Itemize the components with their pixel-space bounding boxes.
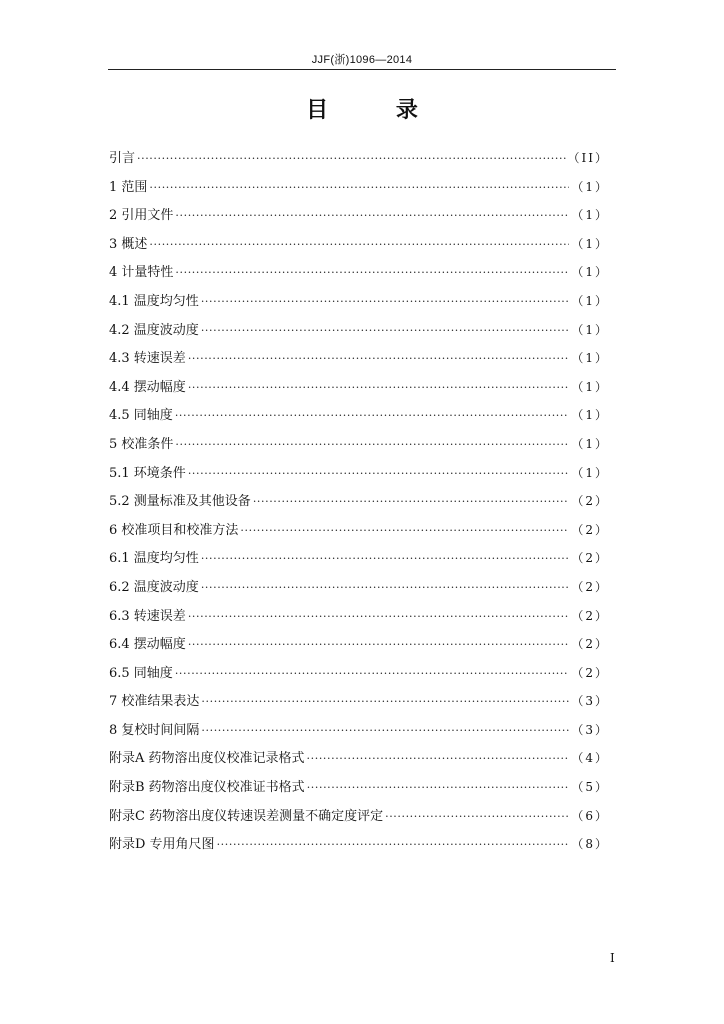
toc-entry-title: 4.4 摆动幅度 bbox=[109, 379, 186, 395]
toc-leader-dots bbox=[188, 378, 570, 398]
toc-entry-title: 附录A 药物溶出度仪校准记录格式 bbox=[109, 751, 305, 767]
toc-entry-page: （8） bbox=[571, 837, 609, 852]
toc-entry[interactable] bbox=[109, 634, 609, 663]
toc-entry[interactable] bbox=[109, 320, 609, 349]
page-title: 目 录 bbox=[306, 98, 448, 123]
toc-entry-page: （2） bbox=[571, 608, 609, 623]
toc-leader-dots bbox=[149, 178, 569, 198]
toc-entry-page: （2） bbox=[571, 522, 609, 537]
toc-entry-title: 3 概述 bbox=[109, 236, 148, 252]
toc-entry[interactable] bbox=[109, 520, 609, 549]
toc-leader-dots bbox=[201, 321, 570, 341]
toc-entry[interactable] bbox=[109, 606, 609, 635]
toc-entry-title: 6.1 温度均匀性 bbox=[109, 551, 199, 567]
toc-entry[interactable] bbox=[109, 234, 609, 263]
toc-leader-dots bbox=[240, 521, 569, 541]
toc-entry-title: 5 校准条件 bbox=[109, 436, 174, 452]
toc-entry[interactable] bbox=[109, 405, 609, 434]
toc-leader-dots bbox=[137, 149, 566, 169]
toc-leader-dots bbox=[175, 206, 569, 226]
toc-leader-dots bbox=[385, 807, 569, 827]
toc-leader-dots bbox=[201, 578, 570, 598]
toc-leader-dots bbox=[188, 607, 570, 627]
toc-entry[interactable] bbox=[109, 720, 609, 749]
toc-leader-dots bbox=[201, 692, 569, 712]
toc-entry-page: （2） bbox=[571, 579, 609, 594]
toc-entry-title: 4 计量特性 bbox=[109, 265, 174, 281]
toc-leader-dots bbox=[307, 778, 570, 798]
toc-entry-page: （1） bbox=[571, 436, 609, 451]
toc-entry[interactable] bbox=[109, 834, 609, 863]
toc-leader-dots bbox=[217, 835, 570, 855]
toc-entry[interactable] bbox=[109, 548, 609, 577]
toc-entry-title: 5.2 测量标准及其他设备 bbox=[109, 494, 251, 510]
toc-entry-page: （1） bbox=[571, 379, 609, 394]
toc-entry[interactable] bbox=[109, 663, 609, 692]
running-header: JJF(浙)1096—2014 bbox=[108, 52, 616, 70]
toc-entry[interactable] bbox=[109, 777, 609, 806]
toc-entry-page: （II） bbox=[567, 151, 609, 165]
toc-entry-page: （1） bbox=[571, 208, 609, 223]
toc-leader-dots bbox=[201, 292, 570, 312]
toc-entry-page: （3） bbox=[571, 694, 609, 709]
toc-leader-dots bbox=[188, 464, 570, 484]
toc-entry[interactable] bbox=[109, 491, 609, 520]
toc-entry[interactable] bbox=[109, 148, 609, 177]
toc-entry-title: 1 范围 bbox=[109, 179, 148, 195]
toc-entry-title: 4.5 同轴度 bbox=[109, 408, 173, 424]
toc-entry[interactable] bbox=[109, 177, 609, 206]
toc-entry-page: （1） bbox=[571, 293, 609, 308]
toc-entry[interactable] bbox=[109, 434, 609, 463]
toc-entry-title: 8 复校时间间隔 bbox=[109, 722, 200, 738]
toc-entry-page: （4） bbox=[571, 751, 609, 766]
toc-entry[interactable] bbox=[109, 377, 609, 406]
toc-entry-page: （1） bbox=[571, 351, 609, 366]
toc-entry-page: （1） bbox=[571, 236, 609, 251]
toc-entry[interactable] bbox=[109, 348, 609, 377]
toc-entry-title: 4.3 转速误差 bbox=[109, 351, 186, 367]
toc-leader-dots bbox=[175, 435, 569, 455]
toc-leader-dots bbox=[149, 235, 569, 255]
toc-leader-dots bbox=[188, 349, 570, 369]
toc-entry-page: （1） bbox=[571, 265, 609, 280]
toc-entry-page: （2） bbox=[571, 637, 609, 652]
toc-leader-dots bbox=[253, 492, 570, 512]
toc-leader-dots bbox=[201, 549, 570, 569]
toc-entry[interactable] bbox=[109, 463, 609, 492]
page-number: I bbox=[610, 951, 615, 965]
toc-entry-page: （2） bbox=[571, 665, 609, 680]
toc-entry-page: （6） bbox=[571, 808, 609, 823]
toc-leader-dots bbox=[188, 635, 570, 655]
toc-entry[interactable] bbox=[109, 205, 609, 234]
table-of-contents bbox=[109, 148, 609, 863]
toc-entry-title: 6.4 摆动幅度 bbox=[109, 637, 186, 653]
toc-leader-dots bbox=[175, 263, 569, 283]
toc-entry-title: 4.1 温度均匀性 bbox=[109, 293, 199, 309]
toc-entry[interactable] bbox=[109, 806, 609, 835]
toc-entry-title: 4.2 温度波动度 bbox=[109, 322, 199, 338]
toc-entry[interactable] bbox=[109, 577, 609, 606]
toc-entry-title: 引言 bbox=[109, 151, 136, 166]
toc-entry-title: 6.5 同轴度 bbox=[109, 665, 173, 681]
toc-leader-dots bbox=[175, 406, 570, 426]
toc-entry-title: 附录B 药物溶出度仪校准证书格式 bbox=[109, 780, 305, 796]
toc-entry-page: （1） bbox=[571, 408, 609, 423]
toc-entry-title: 6 校准项目和校准方法 bbox=[109, 522, 239, 538]
toc-entry[interactable] bbox=[109, 291, 609, 320]
toc-entry-page: （1） bbox=[571, 465, 609, 480]
toc-leader-dots bbox=[201, 721, 569, 741]
toc-entry-page: （2） bbox=[571, 551, 609, 566]
toc-entry-title: 6.2 温度波动度 bbox=[109, 579, 199, 595]
toc-entry[interactable] bbox=[109, 691, 609, 720]
toc-entry-title: 6.3 转速误差 bbox=[109, 608, 186, 624]
toc-leader-dots bbox=[307, 749, 570, 769]
toc-entry-page: （5） bbox=[571, 780, 609, 795]
toc-entry[interactable] bbox=[109, 262, 609, 291]
toc-entry-title: 附录D 专用角尺图 bbox=[109, 837, 215, 853]
toc-entry-page: （1） bbox=[571, 179, 609, 194]
toc-entry-title: 附录C 药物溶出度仪转速误差测量不确定度评定 bbox=[109, 808, 384, 824]
toc-entry-page: （2） bbox=[571, 494, 609, 509]
toc-entry-title: 7 校准结果表达 bbox=[109, 694, 200, 710]
toc-entry-title: 2 引用文件 bbox=[109, 208, 174, 224]
toc-entry-page: （1） bbox=[571, 322, 609, 337]
toc-entry[interactable] bbox=[109, 748, 609, 777]
toc-entry-title: 5.1 环境条件 bbox=[109, 465, 186, 481]
toc-leader-dots bbox=[175, 664, 570, 684]
toc-entry-page: （3） bbox=[571, 722, 609, 737]
